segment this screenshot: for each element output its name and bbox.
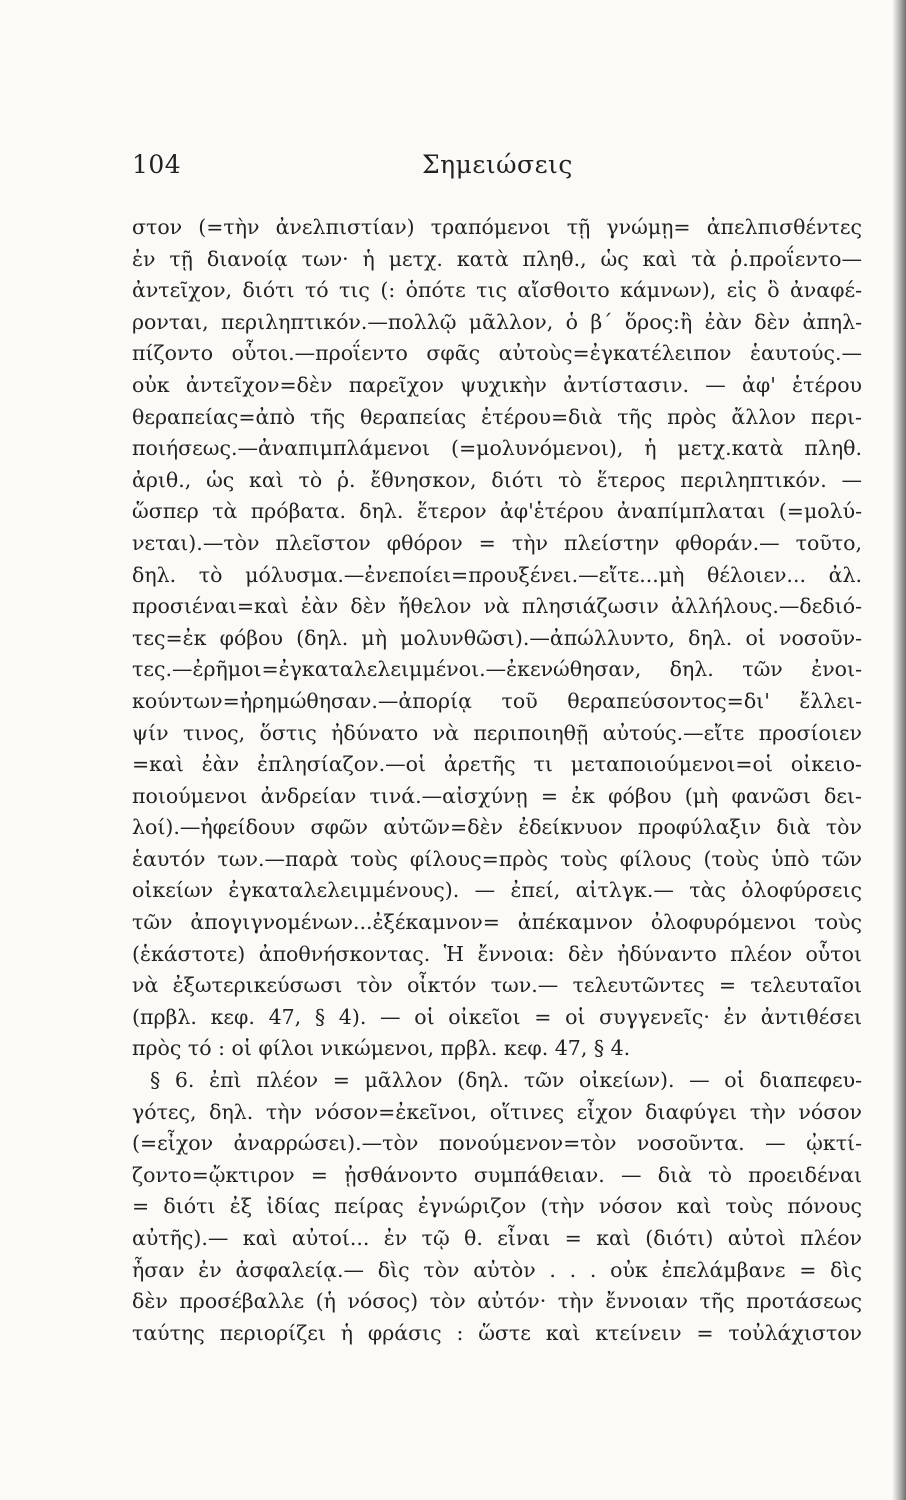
binding-shadow (892, 0, 906, 1500)
page-number: 104 (132, 150, 182, 179)
text-line: ποιούμενοι ἀνδρείαν τινά.—αἰσχύνῃ = ἐκ φόβου (μὴ φανῶσι δει- (132, 783, 862, 808)
text-line: οἰκείων ἐγκαταλελειμμένους). — ἐπεί, αἰτλγκ.— τὰς ὀλοφύρσεις (132, 878, 862, 903)
page-header (132, 150, 862, 190)
text-line: ἑαυτόν των.—παρὰ τοὺς φίλους=πρὸς τοὺς φίλους (τοὺς ὑπὸ τῶν (132, 846, 862, 871)
text-line: αὐτῆς).— καὶ αὐτοί... ἐν τῷ θ. εἶναι = καὶ (διότι) αὐτοὶ πλέον (132, 1226, 862, 1250)
text-line: κούντων=ἠρημώθησαν.—ἀπορίᾳ τοῦ θεραπεύσοντος=δι' ἔλλει- (132, 688, 862, 713)
text-line: οὐκ ἀντεῖχον=δὲν παρεῖχον ψυχικὴν ἀντίστασιν. — ἀφ' ἑτέρου (132, 372, 862, 397)
text-line: πρὸς τό : οἱ φίλοι νικώμενοι, πρβλ. κεφ. 47, § 4. (132, 1036, 631, 1061)
body-text (132, 212, 862, 1349)
text-line: ταύτης περιορίζει ἡ φράσις : ὥστε καὶ κτείνειν = τοὐλάχιστον (132, 1320, 862, 1345)
text-line: νεται).—τὸν πλεῖστον φθόρον = τὴν πλείστην φθοράν.— τοῦτο, (132, 530, 862, 555)
text-line: =καὶ ἐὰν ἐπλησίαζον.—οἱ ἀρετῆς τι μεταποιούμενοι=οἱ οἰκειο- (132, 752, 862, 777)
text-line: ἐν τῇ διανοίᾳ των· ἡ μετχ. κατὰ πληθ., ὡς καὶ τὰ ῥ.προΐεντο— (132, 246, 862, 271)
text-line: πίζοντο οὗτοι.—προΐεντο σφᾶς αὐτοὺς=ἐγκατέλειπον ἑαυτούς.— (132, 341, 862, 366)
text-line: ψίν τινος, ὅστις ἠδύνατο νὰ περιποιηθῇ αὐτούς.—εἴτε προσίοιεν (132, 720, 862, 745)
text-line: (πρβλ. κεφ. 47, § 4). — οἱ οἰκεῖοι = οἱ συγγενεῖς· ἐν ἀντιθέσει (132, 1004, 862, 1029)
text-line: ἦσαν ἐν ἀσφαλείᾳ.— δὶς τὸν αὐτὸν . . . οὐκ ἐπελάμβανε = δὶς (132, 1257, 862, 1282)
text-line: ἀριθ., ὡς καὶ τὸ ῥ. ἔθνησκον, διότι τὸ ἕτερος περιληπτικόν. — (132, 467, 862, 492)
text-line: § 6. ἐπὶ πλέον = μᾶλλον (δηλ. τῶν οἰκείων). — οἱ διαπεφευ- (150, 1068, 862, 1093)
text-line: ρονται, περιληπτικόν.—πολλῷ μᾶλλον, ὁ β΄ ὅρος:ἢ ἐὰν δὲν ἀπηλ- (132, 309, 862, 334)
text-line: ποιήσεως.—ἀναπιμπλάμενοι (=μολυνόμενοι), ἡ μετχ.κατὰ πληθ. (132, 436, 862, 461)
text-line: γότες, δηλ. τὴν νόσον=ἐκεῖνοι, οἵτινες εἶχον διαφύγει τὴν νόσον (132, 1099, 862, 1124)
text-line: νὰ ἐξωτερικεύσωσι τὸν οἶκτόν των.— τελευτῶντες = τελευταῖοι (132, 973, 862, 998)
text-line: τες=ἐκ φόβου (δηλ. μὴ μολυνθῶσι).—ἀπώλλυντο, δηλ. οἱ νοσοῦν- (132, 625, 862, 650)
text-line: τες.—ἐρῆμοι=ἐγκαταλελειμμένοι.—ἐκενώθησαν, δηλ. τῶν ἐνοι- (132, 657, 862, 682)
text-line: λοί).—ἠφείδουν σφῶν αὐτῶν=δὲν ἐδείκνυον προφύλαξιν διὰ τὸν (132, 815, 862, 840)
text-line: ὥσπερ τὰ πρόβατα. δηλ. ἕτερον ἀφ'ἑτέρου ἀναπίμπλαται (=μολύ- (132, 499, 862, 524)
text-line: στον (=τὴν ἀνελπιστίαν) τραπόμενοι τῇ γνώμῃ= ἀπελπισθέντες (132, 215, 862, 239)
text-line: (=εἶχον ἀναρρώσει).—τὸν πονούμενον=τὸν νοσοῦντα. — ᾠκτί- (132, 1131, 862, 1156)
text-line: (ἑκάστοτε) ἀποθνήσκοντας. Ἡ ἔννοια: δὲν ἠδύναντο πλέον οὗτοι (132, 941, 862, 966)
text-line: προσιέναι=καὶ ἐὰν δὲν ἤθελον νὰ πλησιάζωσιν ἀλλήλους.—δεδιό- (132, 594, 862, 619)
text-line: ἀντεῖχον, διότι τό τις (: ὁπότε τις αἴσθοιτο κάμνων), εἰς ὃ ἀναφέ- (132, 278, 862, 303)
running-title: Σημειώσεις (422, 150, 573, 179)
text-line: = διότι ἐξ ἰδίας πείρας ἐγνώριζον (τὴν νόσον καὶ τοὺς πόνους (132, 1194, 862, 1219)
text-line: δηλ. τὸ μόλυσμα.—ἐνεποίει=προυξένει.—εἴτε...μὴ θέλοιεν... ἀλ. (132, 562, 862, 587)
text-line: θεραπείας=ἀπὸ τῆς θεραπείας ἑτέρου=διὰ τῆς πρὸς ἄλλον περι- (132, 404, 862, 429)
text-line: δὲν προσέβαλλε (ἡ νόσος) τὸν αὐτόν· τὴν ἔννοιαν τῆς προτάσεως (132, 1289, 862, 1314)
text-line: τῶν ἀπογιγνομένων...ἐξέκαμνον= ἀπέκαμνον ὀλοφυρόμενοι τοὺς (132, 910, 862, 935)
text-line: ζοντο=ᾤκτιρον = ᾐσθάνοντο συμπάθειαν. — διὰ τὸ προειδέναι (132, 1162, 862, 1187)
